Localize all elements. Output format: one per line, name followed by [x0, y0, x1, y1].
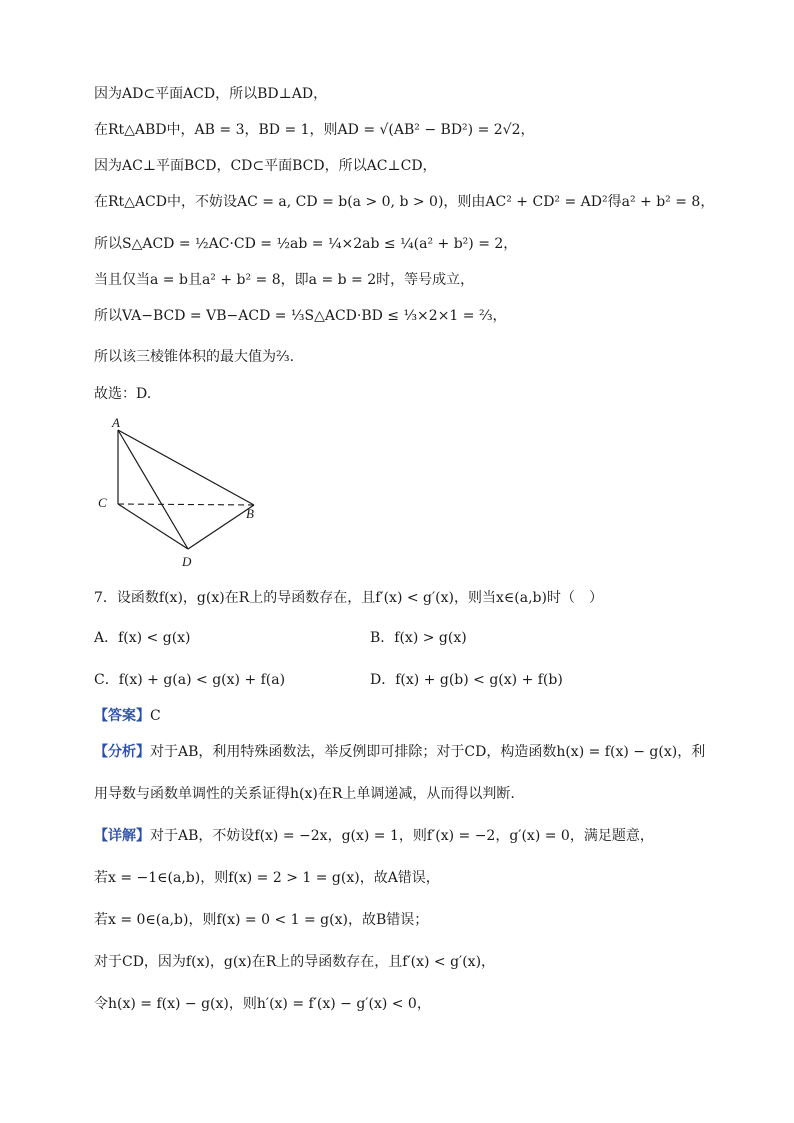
text-line-5: 所以S△ACD = ½AC·CD = ½ab = ¼×2ab ≤ ¼(a² + b²) = 2，: [94, 236, 518, 252]
text-line-9: 故选：D.: [94, 386, 152, 402]
option-d: D．f(x) + g(b) < g(x) + f(b): [370, 672, 563, 688]
vertex-c-label: C: [98, 495, 107, 510]
analysis-tag: 【分析】: [94, 744, 150, 760]
option-b: B．f(x) > g(x): [370, 630, 467, 646]
vertex-b-label: B: [246, 506, 254, 521]
detail-text-1: 对于AB，不妨设f(x) = −2x，g(x) = 1，则f′(x) = −2，g′(x) = 0，满足题意，: [150, 828, 654, 844]
option-a: A．f(x) < g(x): [94, 630, 191, 646]
answer-value: C: [150, 708, 161, 724]
text-line-2: 在Rt△ABD中，AB = 3，BD = 1，则AD = √(AB² − BD²) = 2√2，: [94, 122, 535, 138]
detail-line-2: 若x = −1∈(a,b)，则f(x) = 2 > 1 = g(x)，故A错误，: [94, 870, 440, 886]
vertex-a-label: A: [112, 416, 120, 430]
answer-line: [94, 706, 161, 726]
text-line-8: 所以该三棱锥体积的最大值为⅔.: [94, 349, 295, 365]
edge-cd: [118, 504, 188, 549]
detail-tag: 【详解】: [94, 828, 150, 844]
edge-ab: [118, 430, 254, 505]
analysis-line-2: 用导数与函数单调性的关系证得h(x)在R上单调递减，从而得以判断.: [94, 786, 515, 802]
tetrahedron-figure: [96, 416, 276, 572]
answer-tag: 【答案】: [94, 708, 150, 724]
text-line-7: 所以VA−BCD = VB−ACD = ⅓S△ACD·BD ≤ ⅓×2×1 = ⅔，: [94, 308, 507, 324]
detail-line-4: 对于CD，因为f(x)，g(x)在R上的导函数存在，且f′(x) < g′(x)，: [94, 954, 496, 970]
vertex-d-label: D: [182, 554, 192, 569]
analysis-line-1: [94, 742, 705, 762]
edge-db: [188, 505, 254, 549]
edge-ad: [118, 430, 188, 549]
detail-line-3: 若x = 0∈(a,b)，则f(x) = 0 < 1 = g(x)，故B错误；: [94, 912, 429, 928]
text-line-6: 当且仅当a = b且a² + b² = 8，即a = b = 2时，等号成立，: [94, 272, 475, 288]
text-line-4: 在Rt△ACD中，不妨设AC = a, CD = b(a > 0, b > 0)，则由AC² + CD² = AD²得a² + b² = 8，: [94, 194, 715, 210]
text-line-1: 因为AD⊂平面ACD，所以BD⊥AD，: [94, 86, 328, 102]
tetrahedron-diagram: [96, 416, 276, 572]
edge-cb-hidden: [118, 504, 254, 505]
text-line-3: 因为AC⊥平面BCD，CD⊂平面BCD，所以AC⊥CD，: [94, 158, 437, 174]
option-c: C．f(x) + g(a) < g(x) + f(a): [94, 672, 286, 688]
analysis-text-1: 对于AB，利用特殊函数法，举反例即可排除；对于CD，构造函数h(x) = f(x) − g(x)，利: [150, 744, 706, 760]
detail-line-1: [94, 826, 654, 846]
detail-line-5: 令h(x) = f(x) − g(x)，则h′(x) = f′(x) − g′(x) < 0，: [94, 996, 431, 1012]
question-stem: 7．设函数f(x)，g(x)在R上的导函数存在，且f′(x) < g′(x)，则当x∈(a,b)时（ ）: [94, 590, 603, 606]
